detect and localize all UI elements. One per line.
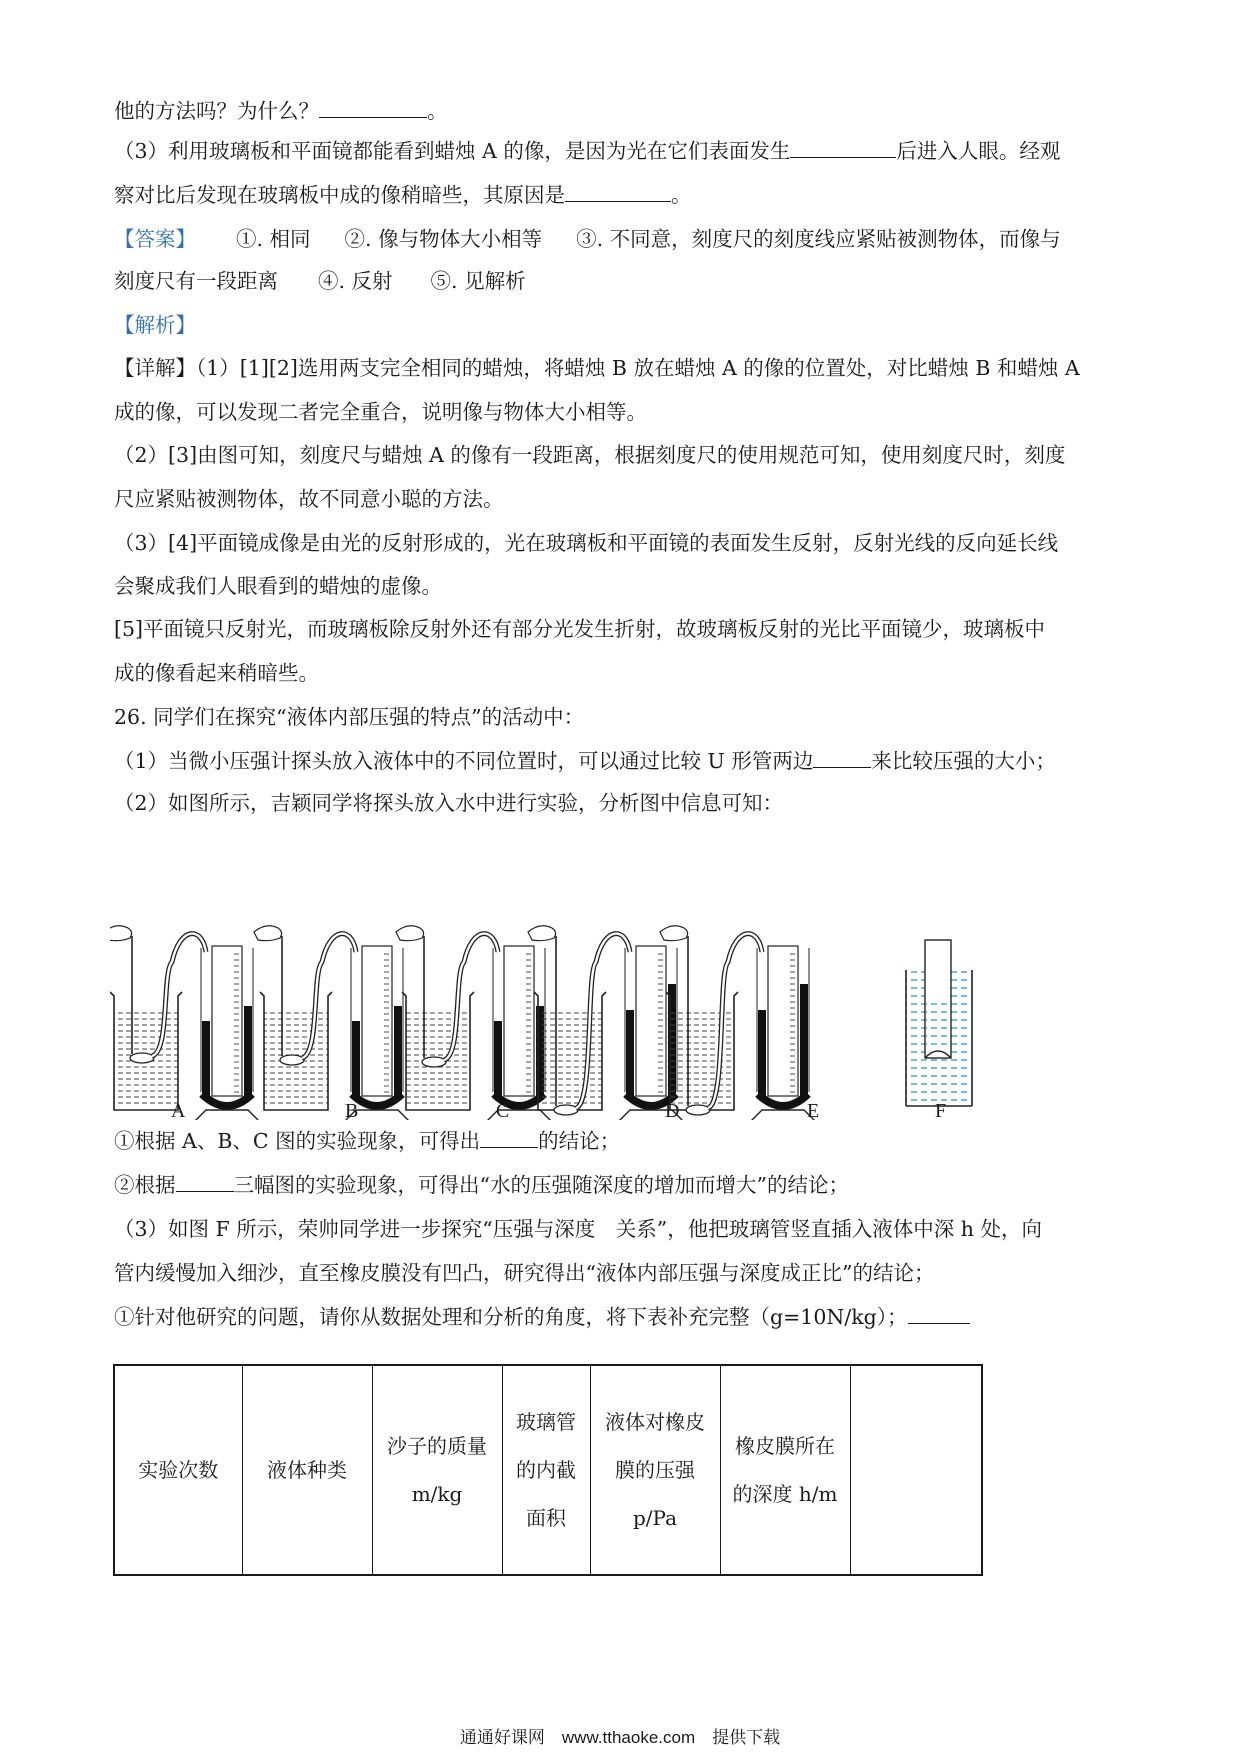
text-line: （1）当微小压强计探头放入液体中的不同位置时，可以通过比较 U 形管两边 来比较压强的大小；	[114, 749, 1056, 773]
text-line: （2）[3]由图可知，刻度尺与蜡烛 A 的像有一段距离，根据刻度尺的使用规范可知，使用刻度尺时，刻度	[114, 443, 1066, 467]
answer-blank	[176, 1173, 234, 1192]
text-line: 【详解】（1）[1][2]选用两支完全相同的蜡烛，将蜡烛 B 放在蜡烛 A 的像的位置处，对比蜡烛 B 和蜡烛 A	[114, 356, 1080, 380]
page-footer: 通通好课网 www.tthaoke.com 提供下载	[459, 1728, 781, 1747]
question-title: 26. 同学们在探究“液体内部压强的特点”的活动中：	[114, 705, 585, 729]
figure-label-e: E	[807, 1100, 820, 1122]
text-line: （3）利用玻璃板和平面镜都能看到蜡烛 A 的像，是因为光在它们表面发生 后进入人眼。经观	[114, 139, 1061, 163]
answer-line: 刻度尺有一段距离 ④. 反射 ⑤. 见解析	[114, 269, 526, 293]
figure-label-d: D	[665, 1100, 680, 1122]
text-line: 成的像，可以发现二者完全重合，说明像与物体大小相等。	[114, 400, 647, 424]
answer-line: 【答案】 ①. 相同 ②. 像与物体大小相等 ③. 不同意，刻度尺的刻度线应紧贴被测物体，而像与	[114, 227, 1061, 251]
text-line: （3）[4]平面镜成像是由光的反射形成的，光在玻璃板和平面镜的表面发生反射，反射光线的反向延长线	[114, 531, 1059, 555]
text-line: ①针对他研究的问题，请你从数据处理和分析的角度，将下表补充完整（g=10N/kg）；	[114, 1302, 1134, 1332]
text-line: 成的像看起来稍暗些。	[114, 661, 319, 685]
experiment-figure	[110, 920, 990, 1120]
table-header-row	[114, 1365, 982, 1575]
answer-blank	[565, 183, 671, 202]
answer-tag: 【答案】	[114, 227, 196, 251]
text-line: 察对比后发现在玻璃板中成的像稍暗些，其原因是 。	[114, 183, 692, 207]
pressure-gauge-setup	[528, 926, 684, 1120]
tube-f-diagram	[906, 940, 972, 1106]
table-header-cell: 实验次数	[114, 1365, 242, 1575]
figure-label-a: A	[171, 1100, 186, 1122]
answer-blank	[790, 139, 896, 158]
text-line: [5]平面镜只反射光，而玻璃板除反射外还有部分光发生折射，故玻璃板反射的光比平面镜少，玻璃板中	[114, 617, 1046, 641]
analysis-tag: 【解析】	[114, 313, 196, 337]
table-header-cell: 液体种类	[242, 1365, 372, 1575]
figure-label-b: B	[345, 1100, 359, 1122]
table-header-cell: 沙子的质量 m/kg	[372, 1365, 502, 1575]
answer-blank	[813, 749, 871, 768]
text-line: （3）如图 F 所示，荣帅同学进一步探究“压强与深度 关系”，他把玻璃管竖直插入液体中深 h 处，向	[114, 1217, 1042, 1241]
answer-blank	[319, 99, 427, 118]
table-header-cell: 玻璃管的内截面积	[502, 1365, 590, 1575]
text-line: ①根据 A、B、C 图的实验现象，可得出 的结论；	[114, 1129, 621, 1153]
pressure-gauge-setup	[660, 926, 816, 1120]
answer-blank	[908, 1305, 970, 1324]
figure-label-f: F	[935, 1100, 947, 1122]
text-line: 会聚成我们人眼看到的蜡烛的虚像。	[114, 574, 442, 598]
pressure-gauge-setup	[396, 926, 552, 1120]
data-table	[113, 1364, 983, 1576]
text-line: 管内缓慢加入细沙，直至橡皮膜没有凹凸，研究得出“液体内部压强与深度成正比”的结论；	[114, 1261, 935, 1285]
text-line: ②根据 三幅图的实验现象，可得出“水的压强随深度的增加而增大”的结论；	[114, 1173, 849, 1197]
text-line: 他的方法吗？为什么？ 。	[114, 99, 448, 123]
table-header-cell: 液体对橡皮膜的压强 p/Pa	[590, 1365, 720, 1575]
figure-label-c: C	[496, 1100, 510, 1122]
table-header-cell	[850, 1365, 982, 1575]
pressure-gauge-setup	[254, 926, 410, 1120]
text-line: （2）如图所示，吉颖同学将探头放入水中进行实验，分析图中信息可知：	[114, 791, 784, 815]
text-line: 尺应紧贴被测物体，故不同意小聪的方法。	[114, 487, 504, 511]
pressure-gauge-setup	[110, 926, 260, 1120]
answer-blank	[480, 1129, 538, 1148]
table-header-cell: 橡皮膜所在的深度 h/m	[720, 1365, 850, 1575]
